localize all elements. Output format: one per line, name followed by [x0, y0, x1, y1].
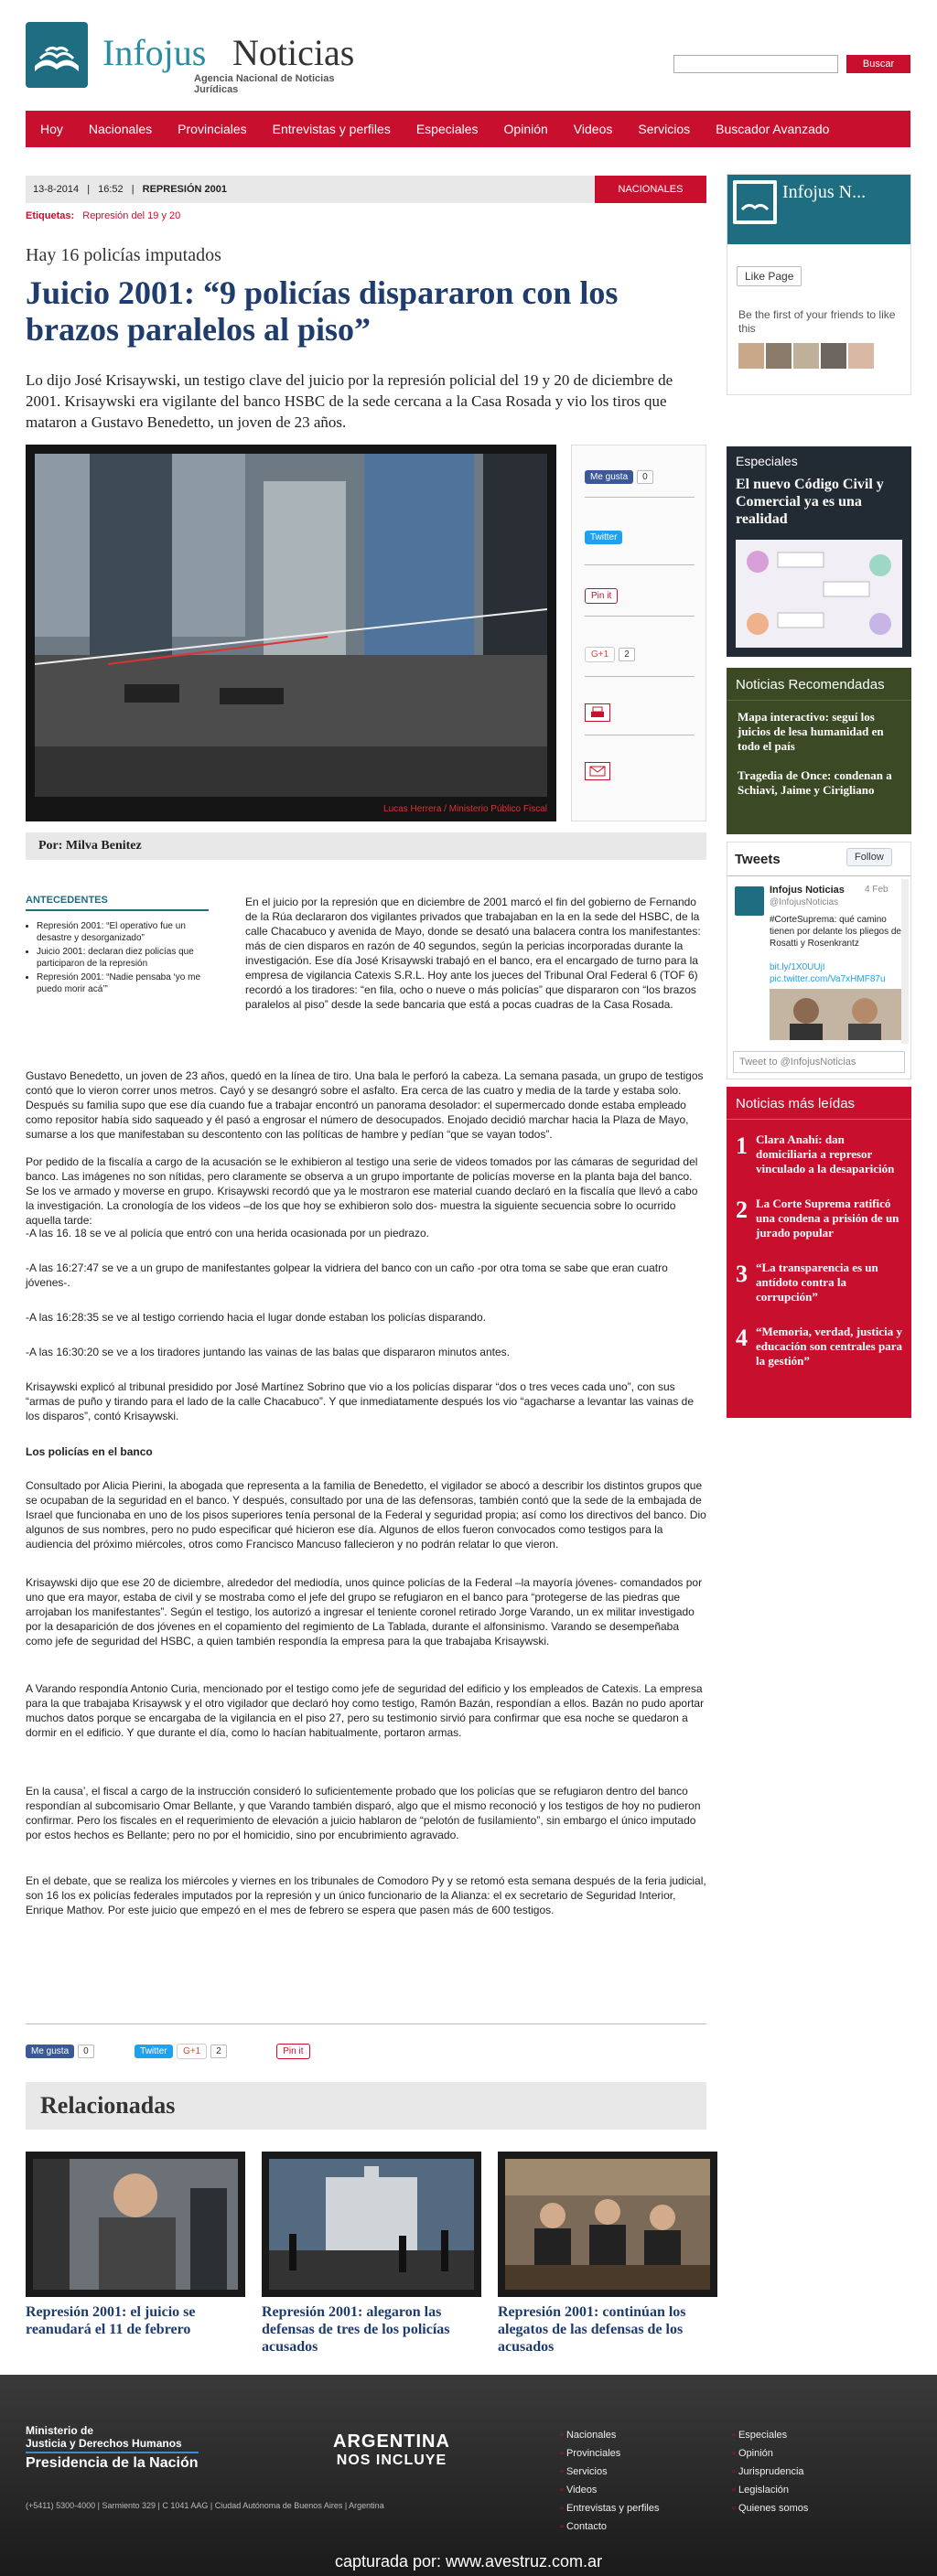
- footer-argentina-1: ARGENTINA: [333, 2431, 450, 2452]
- search-button[interactable]: Buscar: [846, 55, 910, 73]
- recomendadas-widget: [727, 668, 911, 834]
- logo-brand-2: Noticias: [232, 32, 355, 73]
- footer-links-col1: [560, 2426, 659, 2536]
- bottom-share: [26, 2042, 706, 2062]
- twitter-button-bottom[interactable]: Twitter: [135, 2045, 172, 2058]
- fb-like-button-bottom[interactable]: Me gusta: [26, 2045, 74, 2058]
- email-icon[interactable]: [585, 762, 610, 780]
- section-badge[interactable]: NACIONALES: [595, 176, 706, 203]
- masleida-item[interactable]: [736, 1197, 906, 1240]
- footer-link[interactable]: ▫ Especiales: [732, 2430, 788, 2441]
- nav-servicios[interactable]: Servicios: [638, 122, 691, 136]
- footer: [0, 2375, 937, 2576]
- nav-provinciales[interactable]: Provinciales: [178, 122, 247, 136]
- facebook-friends-text: Be the first of your friends to like this: [738, 308, 896, 335]
- nav-buscador[interactable]: Buscador Avanzado: [716, 122, 830, 136]
- logo-brand: Infojus: [102, 32, 207, 73]
- antecedentes-title: ANTECEDENTES: [26, 895, 209, 911]
- antecedente-item[interactable]: • Juicio 2001: declaran diez policías que participaron de la represión: [37, 946, 209, 970]
- masleida-item[interactable]: [736, 1325, 906, 1368]
- footer-link[interactable]: ▫ Opinión: [732, 2448, 773, 2459]
- facebook-like-page-button[interactable]: Like Page: [737, 266, 802, 286]
- especiales-widget: [727, 446, 911, 657]
- tweets-title: Tweets: [735, 852, 781, 867]
- masleida-number: 2: [736, 1197, 748, 1223]
- tweet-link[interactable]: bit.ly/1X0UUjI pic.twitter.com/Va7xHMF87u: [770, 962, 886, 984]
- avatar: [848, 343, 874, 369]
- labels: [26, 210, 180, 221]
- logo-tagline: Agencia Nacional de Noticias Jurídicas: [194, 73, 335, 95]
- gplus-button[interactable]: G+1: [585, 647, 615, 662]
- article-title: Juicio 2001: “9 policías dispararon con los brazos paralelos al piso”: [26, 274, 619, 348]
- article-paragraph: -A las 16:30:20 se ve a los tiradores juntando las vainas de las balas que dispararon minutos antes.: [26, 1346, 510, 1358]
- related-thumb[interactable]: [26, 2152, 245, 2297]
- meta-tag: REPRESIÓN 2001: [142, 184, 227, 195]
- avatar: [766, 343, 792, 369]
- tweet-text: #CorteSuprema: qué camino tienen por delante los pliegos de Rosatti y Rosenkrantz: [770, 915, 901, 949]
- article-paragraph: A Varando respondía Antonio Curia, mencionado por el testigo como jefe de seguridad del edificio y los empleados de Catexis. La empresa para la que trabajaba Krisaywsk y el otro vigilador que declaró hoy como testigo, Ramón Bazán, respondían a ellos. Bazán no pudo aportar muchos datos porque se encargaba de la vigilancia en el piso 27, pero su testimonio sirvió para confirmar que esa noche se quedaron a dormir en el edificio. Y que durante el día, como lo hacían habitualmente, portaron armas.: [26, 1682, 705, 1739]
- logo-book-icon: [26, 22, 88, 88]
- related-title[interactable]: Represión 2001: alegaron las defensas de tres de los policías acusados: [262, 2304, 450, 2355]
- nav-videos[interactable]: Videos: [573, 122, 613, 136]
- labels-title: Etiquetas:: [26, 210, 75, 221]
- nav-hoy[interactable]: Hoy: [40, 122, 63, 136]
- article-paragraph: -A las 16:28:35 se ve al testigo corriendo hacia el lugar donde estaban los policías disparando.: [26, 1311, 486, 1324]
- article-lead: Lo dijo José Krisaywski, un testigo clave del juicio por la represión policial del 19 y 20 de diciembre de 2001. Krisaywski era vigilante del banco HSBC de la sede cercana a la Casa Rosada y vio los tiros que mataron a Gustavo Benedetto, un joven de 23 años.: [26, 371, 673, 431]
- article-paragraph: En el debate, que se realiza los miércoles y viernes en los tribunales de Comodoro Py y se retomó esta semana después de la feria judicial, son 16 los ex policías federales imputados por la represión y un único funcionario de la Alianza: el ex secretario de Seguridad Interior, Enrique Mathov. Por este juicio que empezó en el mes de febrero se espera que pasen más de 600 testigos.: [26, 1874, 706, 1916]
- pinit-button-bottom[interactable]: Pin it: [276, 2044, 309, 2059]
- article-subheading: Los policías en el banco: [26, 1445, 153, 1458]
- capture-watermark: capturada por: www.avestruz.com.ar: [334, 2552, 603, 2571]
- article-paragraph: En el juicio por la represión que en diciembre de 2001 marcó el fin del gobierno de Fernando de la Rúa declararon dos vigilantes privados que trabajaban en la en la sede del HSBC, de la calle Chacabuco y avenida de Mayo, donde se desató una balacera contra los manifestantes: más de cien disparos en razón de 40 segundos, según la pericias incorporadas durante la investigación. Ese día José Krisaywski trabajó en el banco, era el encargado de turno para la empresa de vigilancia Catexis S.R.L. Hoy ante los jueces del Tribunal Oral Federal 6 (TOF 6) recordó a los tiradores: “en fila, ocho o nueve o más policías” que dispararon con “los brazos paralelos al piso” desde la sede bancaria que está a pocas cuadras de la Casa Rosada.: [245, 896, 701, 1011]
- nav-especiales[interactable]: Especiales: [415, 122, 479, 136]
- related-title[interactable]: Represión 2001: el juicio se reanudará el 11 de febrero: [26, 2304, 196, 2337]
- article-paragraph: En la causa’, el fiscal a cargo de la instrucción consideró lo suficientemente probado que los policías que se refugiaron dentro del banco respondían al subcomisario Omar Bellante, y que Varando también disparó, algo que el mismo reconoció y los testigos de hoy no pudieron confirmar. Pero los fiscales en el requerimiento de elevación a juicio hablaron de “pelotón de fusilamiento”, sin embargo el único imputado por estos hechos es Bellante; pero no por el homicidio, sino por encubrimiento agravado.: [26, 1785, 701, 1841]
- recomendada-item[interactable]: Tragedia de Once: condenan a Schiavi, Jaime y Cirigliano: [738, 768, 892, 797]
- facebook-page-logo: [733, 180, 777, 224]
- article-photo: [26, 445, 556, 821]
- avatar: [738, 343, 764, 369]
- tweet-name[interactable]: Infojus Noticias: [770, 885, 845, 896]
- avatar: [793, 343, 819, 369]
- especiales-headline[interactable]: El nuevo Código Civil y Comercial ya es una realidad: [736, 477, 884, 527]
- footer-ministry-2: Justicia y Derechos Humanos: [26, 2437, 182, 2450]
- antecedente-item[interactable]: • Represión 2001: “Nadie pensaba ‘yo me puedo morir acá’”: [37, 971, 209, 995]
- especiales-image[interactable]: [736, 540, 902, 648]
- masleida-item[interactable]: [736, 1132, 906, 1176]
- gplus-count-bottom: 2: [210, 2045, 227, 2058]
- footer-argentina-logo: [333, 2431, 450, 2469]
- article-paragraph: -A las 16. 18 se ve al policía que entró con una herida ocasionada por un piedrazo.: [26, 1227, 429, 1240]
- nav-nacionales[interactable]: Nacionales: [88, 122, 153, 136]
- meta-bar: 13-8-2014 | 16:52 | REPRESIÓN 2001: [26, 176, 706, 203]
- tweets-widget: [727, 842, 911, 1079]
- masleida-number: 4: [736, 1325, 748, 1351]
- tweets-follow-button[interactable]: Follow: [846, 848, 892, 866]
- twitter-button[interactable]: Twitter: [585, 531, 622, 544]
- footer-link[interactable]: ▫ Provinciales: [560, 2448, 621, 2459]
- logo[interactable]: [26, 20, 373, 93]
- article-paragraph: -A las 16:27:47 se ve a un grupo de manifestantes golpear la vidriera del banco con un caño -por otra toma se sabe que eran cuatro jóvenes-.: [26, 1261, 668, 1289]
- footer-ministry-logo: [26, 2424, 199, 2472]
- facebook-widget: [727, 174, 911, 395]
- article-paragraph: Por pedido de la fiscalía a cargo de la acusación se le exhibieron al testigo una serie de videos tomados por las cámaras de seguridad del banco. Las imágenes no son nítidas, pero claramente se observa a un grupo importante de policías moverse en la planta baja del banco. Se los ve armado y moverse en grupo. Krisaywski recordó que ya le mostraron ese material cuando declaró en la fiscalía que llevó a cabo la investigación. La cronología de los videos –de los que hoy se exhibieron solo dos- muestra la siguiente secuencia sobre lo ocurrido aquella tarde:: [26, 1155, 698, 1227]
- meta-time: 16:52: [98, 184, 124, 195]
- recomendada-item[interactable]: Mapa interactivo: seguí los juicios de lesa humanidad en todo el país: [738, 710, 884, 753]
- masleida-title: Clara Anahí: dan domiciliaria a represor vinculado a la desaparición: [756, 1132, 895, 1175]
- article-paragraph: Consultado por Alicia Pierini, la abogada que representa a la familia de Benedetto, el vigilador se abocó a describir los distintos grupos que se ocupaban de la seguridad en el banco. Y después, consultado por una de las defensoras, también contó que la sede de la embajada de Israel que funcionaba en uno de los pisos superiores tenía personal de la Federal y seguridad propia; así como los directivos del banco. Dio algunos de sus nombres, pero no pudo especificar qué hicieron ese día. Algunos de ellos fueron convocados como testigos para la audiencia del próximo miércoles, otros como Francisco Mancuso fallecieron y no podrán relatar lo que vieron.: [26, 1479, 706, 1551]
- tweet-image[interactable]: [770, 989, 901, 1040]
- article-kicker: Hay 16 policías imputados: [26, 245, 221, 265]
- print-icon[interactable]: [585, 703, 610, 722]
- photo-credit: Lucas Herrera / Ministerio Público Fiscal: [383, 804, 547, 814]
- footer-presidency: Presidencia de la Nación: [26, 2452, 199, 2472]
- related-thumb[interactable]: [498, 2152, 717, 2297]
- avatar: [821, 343, 846, 369]
- article-paragraph: Krisaywski dijo que ese 20 de diciembre, alrededor del mediodía, unos quince policías de la Federal –la mayoría jóvenes- comandados por uno que era mayor, estaba de civil y se mostraba como el jefe del grupo se refugiaron en el banco para “protegerse de las piedras que arrojaban los manifestantes”. Según el testigo, los autorizó a ingresar el teniente coronel retirado Jorge Varando, un ex militar investigado por la desaparición de dos jóvenes en el copamiento del regimiento de La Tablada, durante el alfonsinismo. Varando se desempeñaba como jefe de seguridad del HSBC, a quien también respondía la empresa para la que trabajaba Krisaywski.: [26, 1576, 703, 1648]
- relacionadas-title: Relacionadas: [26, 2082, 706, 2130]
- nav-entrevistas[interactable]: Entrevistas y perfiles: [272, 122, 391, 136]
- footer-links-col2: [732, 2426, 808, 2517]
- masleida-number: 3: [736, 1261, 748, 1287]
- tweet-avatar: [735, 886, 764, 916]
- footer-link[interactable]: ▫ Jurisprudencia: [732, 2466, 804, 2477]
- footer-link[interactable]: ▫ Quienes somos: [732, 2503, 809, 2514]
- tweet-date: 4 Feb: [865, 885, 889, 895]
- masleida-title: “La transparencia es un antídoto contra la corrupción”: [756, 1261, 878, 1304]
- masleidas-title: Noticias más leídas: [727, 1087, 911, 1120]
- tweet-handle[interactable]: @InfojusNoticias: [770, 897, 839, 907]
- fb-like-button[interactable]: Me gusta: [585, 470, 633, 484]
- footer-link[interactable]: ▫ Entrevistas y perfiles: [560, 2503, 660, 2514]
- footer-argentina-2: NOS INCLUYE: [336, 2453, 447, 2468]
- article-paragraph: Gustavo Benedetto, un joven de 23 años, quedó en la línea de tiro. Una bala le perforó la cabeza. La semana pasada, un grupo de testigos contó que lo vieron correr unos metros. Cayó y se desangró sobre el asfalto. Era cerca de las cuatro y media de la tarde y estaba solo. Después su familia supo que ese día cuando fue a trabajar encontró un panorama desolador: el supermercado donde estaba empleado como repositor había sido saqueado y él pasó a engrosar el número de desocupados. Enojado decidió marchar hacia la Plaza de Mayo, sumarse a los que manifestaban su descontento con las políticas de hambre y pedían “que se vayan todos”.: [26, 1069, 704, 1141]
- labels-tag[interactable]: Represión del 19 y 20: [82, 210, 181, 221]
- masleidas-widget: [727, 1087, 911, 1418]
- gplus-button-bottom[interactable]: G+1: [177, 2044, 207, 2059]
- footer-link[interactable]: ▫ Nacionales: [560, 2430, 617, 2441]
- recomendadas-title: Noticias Recomendadas: [727, 668, 911, 701]
- masleida-title: “Memoria, verdad, justicia y educación son centrales para la gestión”: [756, 1325, 902, 1368]
- masleida-number: 1: [736, 1132, 748, 1159]
- antecedente-item[interactable]: • Represión 2001: “El operativo fue un desastre y desorganizado”: [37, 920, 209, 944]
- related-thumb[interactable]: [262, 2152, 481, 2297]
- article-paragraph: Krisaywski explicó al tribunal presidido por José Martínez Sobrino que vio a los policías disparar “dos o tres veces cada uno”, con sus “armas de puño y tirando para el lado de la calle Chacabuco”. Y que inmediatamente después los vio “agacharse a levantar las vainas de los disparos”, contó Krisaywski.: [26, 1380, 695, 1422]
- masleida-item[interactable]: [736, 1261, 906, 1304]
- related-title[interactable]: Represión 2001: continúan los alegatos de las defensas de los acusados: [498, 2304, 686, 2355]
- main-nav: [26, 111, 910, 147]
- masleida-title: La Corte Suprema ratificó una condena a prisión de un jurado popular: [756, 1197, 899, 1240]
- pinit-button[interactable]: Pin it: [585, 588, 618, 604]
- share-column: [571, 445, 706, 821]
- nav-opinion[interactable]: Opinión: [503, 122, 548, 136]
- article-author: Por: Milva Benitez: [26, 832, 706, 860]
- facebook-friends-avatars: [738, 343, 874, 373]
- facebook-page-title[interactable]: Infojus N...: [782, 182, 867, 202]
- footer-link[interactable]: ▫ Servicios: [560, 2466, 608, 2477]
- footer-link[interactable]: ▫ Contacto: [560, 2521, 607, 2532]
- footer-address: (+5411) 5300-4000 | Sarmiento 329 | C 1041 AAG | Ciudad Autónoma de Buenos Aires | Argentina: [26, 2501, 384, 2510]
- especiales-title: Especiales: [736, 454, 798, 468]
- footer-ministry-1: Ministerio de: [26, 2424, 94, 2437]
- search-input[interactable]: [673, 55, 838, 73]
- footer-link[interactable]: ▫ Legislación: [732, 2485, 790, 2496]
- tweets-scrollbar[interactable]: [901, 879, 909, 1044]
- footer-link[interactable]: ▫ Videos: [560, 2485, 598, 2496]
- fb-like-count: 0: [637, 470, 653, 484]
- fb-like-count-bottom: 0: [78, 2045, 94, 2058]
- meta-date: 13-8-2014: [33, 184, 80, 195]
- tweet-compose-input[interactable]: Tweet to @InfojusNoticias: [733, 1051, 905, 1073]
- gplus-count: 2: [619, 648, 635, 661]
